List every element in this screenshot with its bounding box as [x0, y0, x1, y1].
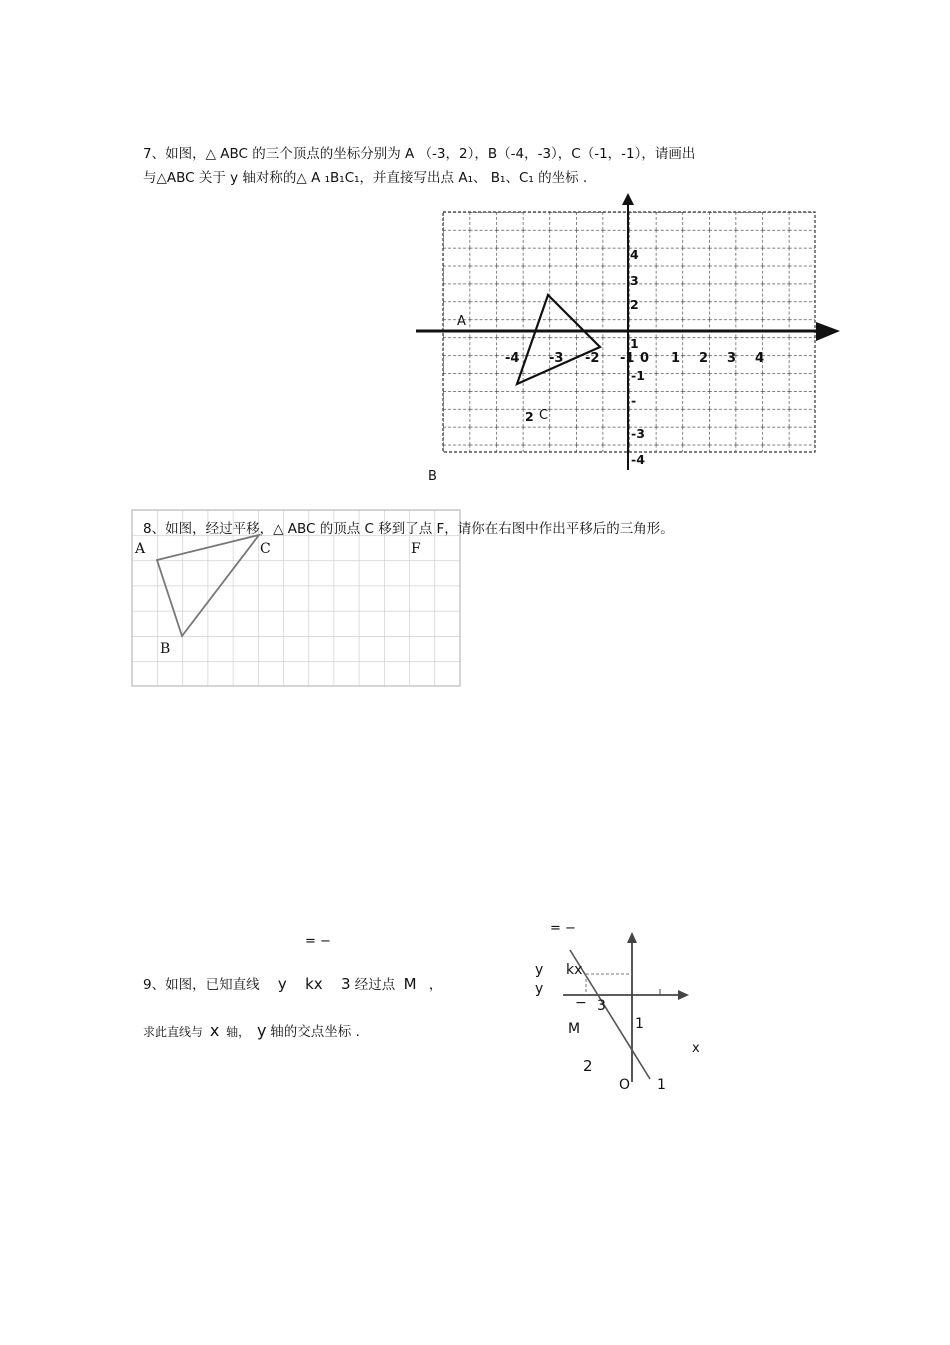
q7-x-tick: 4: [755, 351, 765, 366]
q9-line2-x: x: [209, 1021, 220, 1040]
q9-fig-equation-fragment: = −: [550, 921, 576, 936]
q7-line2: 与△ABC 关于 y 轴对称的△ A ₁B₁C₁，并直接写出点 A₁、 B₁、C₁ 的坐标 .: [143, 170, 588, 186]
q9-y-axis-arrow: [627, 932, 637, 943]
q7-x-tick: -2: [585, 351, 600, 366]
q7-x-tick: 1: [671, 351, 681, 366]
q8-point-f-label: F: [411, 541, 421, 557]
q9-fig-3-label: 3: [597, 998, 606, 1014]
q7-y-tick: 1: [630, 336, 639, 351]
q9-fig-y-label: y: [535, 962, 544, 978]
q9-x-axis-arrow: [678, 990, 689, 1000]
q8-text: 8、如图，经过平移，△ ABC 的顶点 C 移到了点 F，请你在右图中作出平移后的三角形。: [143, 521, 674, 537]
q7-origin-label: 0: [640, 351, 650, 366]
q8-point-b-label: B: [160, 641, 171, 657]
q9-line1-kx: kx: [305, 975, 323, 993]
q7-y-tick: -1: [631, 368, 645, 383]
q9-line1-text-a: 9、如图，已知直线: [143, 977, 260, 993]
q7-x-tick: -3: [549, 351, 564, 366]
q7-point-c-label: C: [539, 408, 549, 423]
q9-fig-kx-label: kx: [566, 962, 583, 978]
q9-line1-y: y: [277, 975, 287, 993]
q9-fig-y-label: y: [535, 981, 544, 997]
q9-line1-3: 3: [340, 975, 351, 993]
q9-line1-m: M: [403, 975, 417, 993]
q7-point-b-label: B: [428, 469, 437, 484]
q7-x-tick: 3: [727, 351, 737, 366]
q7-y-tick: -4: [631, 452, 645, 467]
q9-fig-1-label: 1: [635, 1016, 644, 1032]
q7-line1: 7、如图，△ ABC 的三个顶点的坐标分别为 A （-3，2），B（-4，-3），C（-1，-1），请画出: [143, 146, 696, 162]
q7-x-tick: 2: [699, 351, 709, 366]
q9-line1-text-b: 经过点: [354, 977, 396, 993]
q7-x-tick: -4: [505, 351, 520, 366]
q7-label-2: 2: [525, 409, 534, 424]
q7-y-tick: 2: [630, 297, 639, 312]
q9-line2-text-b: 轴，: [226, 1025, 251, 1039]
q8-point-a-label: A: [135, 541, 146, 557]
q7-y-tick: 3: [630, 273, 639, 288]
q9-x-axis-label: x: [692, 1041, 700, 1056]
q7-x-tick: -1: [620, 351, 635, 366]
q7-y-tick: -: [631, 393, 637, 408]
q9-origin-label: O: [619, 1077, 631, 1093]
q9-equation-fragment: = −: [305, 934, 331, 949]
q7-y-tick: 4: [630, 247, 639, 262]
q9-fig-1-label: 1: [657, 1077, 666, 1093]
q8-point-c-label: C: [260, 541, 271, 557]
q7-point-a-label: A: [457, 314, 466, 329]
q9-line1-text-c: ，: [428, 977, 443, 993]
q7-y-tick: -3: [631, 426, 645, 441]
q9-fig-minus-label: −: [575, 995, 587, 1011]
q9-line2-y: y: [256, 1021, 267, 1040]
q9-line2-text-c: 轴的交点坐标 .: [270, 1024, 360, 1040]
q9-fig-2-label: 2: [583, 1057, 593, 1075]
q9-line2-text-a: 求此直线与: [143, 1025, 204, 1039]
q9-point-m-label: M: [568, 1021, 581, 1037]
